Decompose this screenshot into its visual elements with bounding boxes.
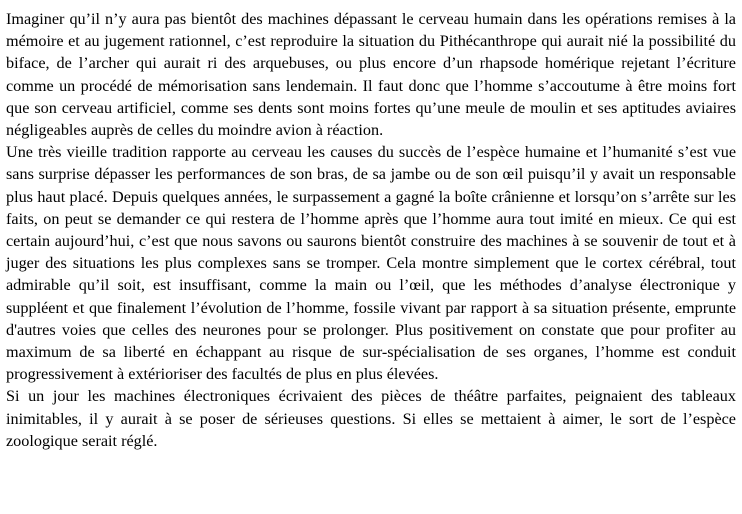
paragraph-3: Si un jour les machines électroniques écrivaient des pièces de théâtre parfaites, peignaient des tableaux inimitables, il y aurait à se poser de sérieuses questions. Si elles se mettaient à aimer, le sort de l’espèce zoologique serait réglé. (6, 387, 736, 450)
paragraph-2: Une très vieille tradition rapporte au cerveau les causes du succès de l’espèce humaine et l’humanité s’est vue sans surprise dépasser les performances de son bras, de sa jambe ou de son œil puisqu’il y avait un responsable plus haut placé. Depuis quelques années, le surpassement a gagné la boîte crânienne et lorsqu’on s’arrête sur les faits, on peut se demander ce qui restera de l’homme après que l’homme aura tout imité en mieux. Ce qui est certain aujourd’hui, c’est que nous savons ou saurons bientôt construire des machines à se souvenir de tout et à juger des situations les plus complexes sans se tromper. Cela montre simplement que le cortex cérébral, tout admirable qu’il soit, est insuffisant, comme la main ou l’œil, que les méthodes d’analyse électronique y suppléent et que finalement l’évolution de l’homme, fossile vivant par rapport à sa situation présente, emprunte d'autres voies que celles des neurones pour se prolonger. Plus positivement on constate que pour profiter au maximum de sa liberté en échappant au risque de sur-spécialisation de ses organes, l’homme est conduit progressivement à extérioriser des facultés de plus en plus élevées. (6, 143, 736, 384)
paragraph-1: Imaginer qu’il n’y aura pas bientôt des machines dépassant le cerveau humain dans les opérations remises à la mémoire et au jugement rationnel, c’est reproduire la situation du Pithécanthrope qui aurait nié la possibilité du biface, de l’archer qui aurait ri des arquebuses, ou plus encore d’un rhapsode homérique rejetant l’écriture comme un procédé de mémorisation sans lendemain. Il faut donc que l’homme s’accoutume à être moins fort que son cerveau artificiel, comme ses dents sont moins fortes qu’une meule de moulin et ses aptitudes aviaires négligeables auprès de celles du moindre avion à réaction. (6, 10, 736, 140)
